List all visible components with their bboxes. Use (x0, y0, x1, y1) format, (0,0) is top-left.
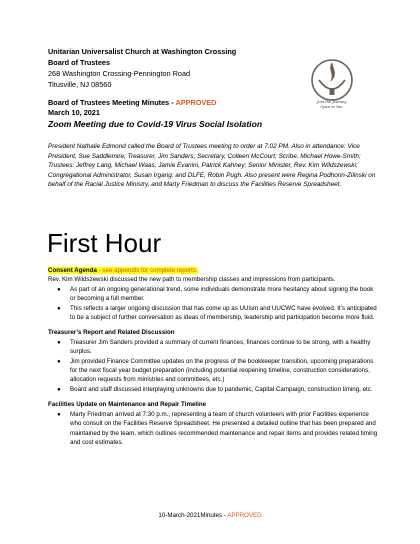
address-line-1: 268 Washington Crossing-Pennington Road (48, 69, 191, 78)
meeting-info (48, 98, 348, 130)
first-hour-heading: First Hour (47, 228, 162, 258)
appendix-note: - see appendix for complete reports. (96, 267, 198, 274)
consent-line: Rev. Kim Wildszewski discussed the new path to membership classes and impressions from participants. (48, 276, 336, 284)
bullet-icon: ● (57, 285, 61, 293)
list-item: ● Treasurer Jim Sanders provided a summary of current finances; finances continue to be strong, with a healthy surplus. (57, 338, 371, 356)
list-item: ● This reflects a larger ongoing discussion that has come up as UUism and UUCWC have evolved. It’s anticipated to be a subject of further conversation as ideas of membership, leadership and participation become more fluid. (57, 304, 377, 322)
bullet-icon: ● (57, 385, 61, 393)
treasurer-bullets (48, 338, 378, 394)
attendance-paragraph: President Nathalie Edmond called the Board of Trustees meeting to order at 7:02 PM. Also in attendance: Vice President, Sue Saddlemire; Treasurer, Jim Sanders; Secretary, Colleen McCourt; Scribe, Michael Howe-Smith; Trustees: Jeffrey Lang, Michael Waas, Jamie Evanini, Patrick Kahney; Senior Minister, Rev. Kim Wildszewski; Congregational Administrator, Susan Irgang; and DLFE, Robin Pugh. Also present were Regina Podhorin-Zilinski on behalf of the Racial Justice Ministry, and Marty Friedman to discuss the Facilities Reserve Spreadsheet. (48, 143, 376, 189)
minutes-title: Board of Trustees Meeting Minutes - APPROVED (48, 98, 217, 107)
approved-status: APPROVED (175, 98, 217, 107)
address-line-2: Titusville, NJ 08560 (48, 80, 112, 89)
consent-bullets (48, 285, 378, 323)
letterhead (48, 46, 288, 90)
facilities-heading: Facilities Update on Maintenance and Repair Timeline (48, 401, 207, 409)
bullet-icon: ● (57, 338, 61, 346)
treasurer-heading: Treasurer’s Report and Related Discussion (48, 329, 175, 337)
footer-approved-status: APPROVED (227, 512, 262, 519)
list-item: ● Marty Friedman arrived at 7:30 p.m., representing a team of church volunteers with prior Facilities experience who consult on the Facilities Reserve Spreadsheet. He presented a detailed outline that has been prepared and maintained by the team, which outlines recommended maintenance and repair items and provides related timing and cost estimates. (57, 410, 378, 446)
list-item: ● Jim provided Finance Committee updates on the progress of the bookkeeper transition, upcoming preparations for the next fiscal year budget preparation (including potential reopening timeline, construction considerations, allocation requests from ministries and committees, etc.) (57, 357, 374, 384)
logo-tagline: Join the Journey. Open to You. (316, 100, 347, 109)
bullet-icon: ● (57, 410, 61, 418)
zoom-note: Zoom Meeting due to Covid-19 Virus Social Isolation (48, 119, 263, 129)
list-item: ● As part of an ongoing generational trend, some individuals demonstrate more hesitancy about signing the book or becoming a full member. (57, 285, 374, 303)
facilities-bullets (48, 410, 378, 448)
bullet-icon: ● (57, 304, 61, 312)
bullet-icon: ● (57, 357, 61, 365)
board-name: Board of Trustees (48, 58, 111, 67)
page-footer: 10-March-2021Minutes - APPROVED (158, 512, 262, 519)
consent-agenda-heading: Consent Agenda - see appendix for complete reports. (48, 267, 198, 274)
minutes-body (48, 266, 378, 447)
list-item: ● Board and staff discussed interplaying unknowns due to pandemic, Capital Campaign, construction timing, etc. (57, 385, 373, 393)
org-name: Unitarian Universalist Church at Washington Crossing (48, 47, 237, 56)
meeting-date: March 10, 2021 (48, 108, 100, 117)
